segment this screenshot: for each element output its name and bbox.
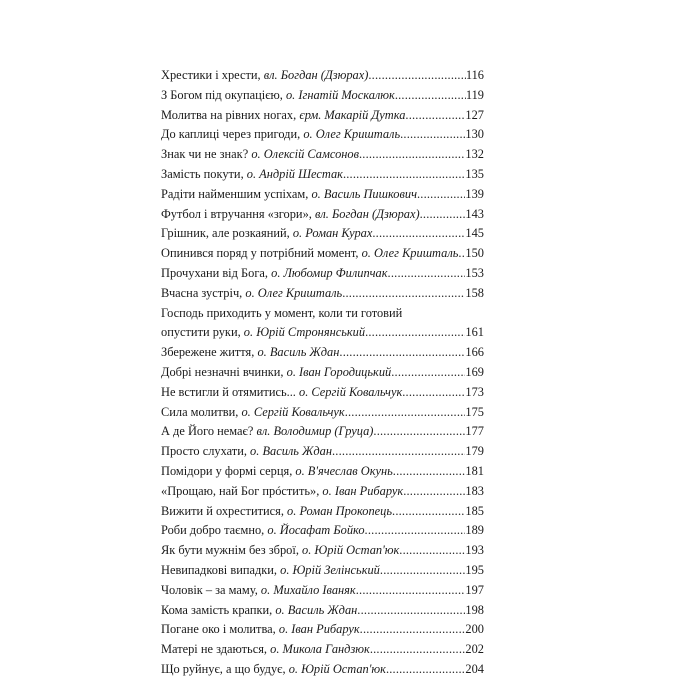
toc-entry-leader-dots bbox=[339, 343, 465, 363]
toc-entry-text bbox=[161, 106, 405, 126]
toc-entry-leader-dots bbox=[380, 561, 466, 581]
toc-entry bbox=[161, 66, 484, 86]
toc-entry-line bbox=[161, 323, 484, 343]
toc-entry-author: о. Олексій Самсонов bbox=[251, 147, 359, 162]
toc-entry-page-number: 198 bbox=[465, 602, 484, 617]
toc-entry-text bbox=[161, 403, 345, 423]
toc-entry bbox=[161, 304, 484, 344]
toc-entry bbox=[161, 502, 484, 522]
toc-entry bbox=[161, 561, 484, 581]
toc-entry-leader-dots bbox=[357, 601, 465, 621]
toc-entry-title: Не встигли й отямитись... bbox=[161, 384, 296, 399]
toc-entry-text bbox=[161, 343, 339, 363]
toc-entry-line bbox=[161, 145, 484, 165]
toc-entry-leader-dots bbox=[332, 442, 465, 462]
toc-entry-text bbox=[161, 224, 372, 244]
toc-entry-page-number: 181 bbox=[465, 463, 484, 478]
toc-entry-line bbox=[161, 185, 484, 205]
toc-entry-line bbox=[161, 86, 484, 106]
toc-entry-leader-dots bbox=[368, 66, 465, 86]
toc-entry bbox=[161, 660, 484, 680]
toc-entry-title: Прочухани від Бога, bbox=[161, 265, 269, 280]
toc-entry-title: Просто слухати, bbox=[161, 444, 247, 459]
toc-entry-title: опустити руки, bbox=[161, 325, 241, 340]
toc-entry-leader-dots bbox=[391, 363, 465, 383]
toc-entry-title: Роби добро таємно, bbox=[161, 523, 265, 538]
toc-entry-line bbox=[161, 502, 484, 522]
toc-entry-title: Хрестики і хрести, bbox=[161, 68, 261, 82]
toc-entry-line bbox=[161, 442, 484, 462]
toc-entry-title: Як бути мужнім без зброї, bbox=[161, 543, 299, 558]
toc-entry bbox=[161, 403, 484, 423]
toc-entry-text bbox=[161, 640, 370, 660]
toc-entry-text bbox=[161, 502, 392, 522]
toc-entry-page-number: 166 bbox=[465, 345, 484, 360]
toc-entry-author: о. Олег Кришталь bbox=[245, 285, 343, 300]
toc-entry-page-number: 139 bbox=[465, 186, 484, 201]
toc-entry-text bbox=[161, 620, 360, 640]
toc-entry-page-number: 169 bbox=[465, 364, 484, 379]
toc-entry-leader-dots bbox=[365, 323, 465, 343]
toc-entry-line bbox=[161, 284, 484, 304]
toc-entry-text bbox=[161, 165, 343, 185]
toc-entry-text bbox=[161, 323, 365, 343]
toc-entry-line bbox=[161, 462, 484, 482]
toc-entry-title: До каплиці через пригоди, bbox=[161, 127, 301, 142]
toc-entry-page-number: 193 bbox=[465, 543, 484, 558]
toc-entry-author: о. Йосафат Бойко bbox=[267, 523, 365, 538]
toc-entry-text bbox=[161, 383, 402, 403]
toc-entry-author: о. Юрій Остап'юк bbox=[288, 661, 386, 676]
toc-entry-leader-dots bbox=[393, 462, 466, 482]
toc-entry-line bbox=[161, 521, 484, 541]
toc-entry-page-number: 119 bbox=[465, 87, 484, 102]
toc-entry-author: о. Ігнатій Москалюк bbox=[285, 87, 395, 102]
toc-entry-title: Футбол і втручання «згори», bbox=[161, 206, 312, 221]
toc-entry-line bbox=[161, 343, 484, 363]
toc-entry-page-number: 145 bbox=[465, 226, 484, 241]
toc-entry-text bbox=[161, 442, 332, 462]
toc-entry-line bbox=[161, 125, 484, 145]
toc-entry-leader-dots bbox=[356, 581, 466, 601]
toc-entry-leader-dots bbox=[365, 521, 466, 541]
toc-entry-page-number: 135 bbox=[465, 166, 484, 181]
toc-entry-title: Кома замість крапки, bbox=[161, 602, 273, 617]
toc-entry-line bbox=[161, 561, 484, 581]
toc-entry-page-number: 130 bbox=[465, 127, 484, 142]
toc-entry bbox=[161, 581, 484, 601]
toc-entry-title: Добрі незначні вчинки, bbox=[161, 364, 284, 379]
toc-entry-page-number: 153 bbox=[465, 265, 484, 280]
toc-entry-leader-dots bbox=[392, 502, 465, 522]
toc-entry-title: Що руйнує, а що будує, bbox=[161, 661, 286, 676]
toc-entry-author: о. Олег Кришталь bbox=[361, 246, 459, 261]
toc-entry-page-number: 173 bbox=[465, 384, 484, 399]
toc-entry bbox=[161, 205, 484, 225]
toc-entry-text bbox=[161, 264, 388, 284]
toc-entry bbox=[161, 422, 484, 442]
toc-entry-line bbox=[161, 403, 484, 423]
toc-entry-line bbox=[161, 660, 484, 680]
toc-entry-text bbox=[161, 601, 357, 621]
toc-entry-author: вл. Богдан (Дзюрах) bbox=[314, 206, 420, 221]
toc-entry-title: З Богом під окупацією, bbox=[161, 87, 283, 102]
toc-entry-leader-dots bbox=[458, 244, 465, 264]
toc-entry-page-number: 197 bbox=[465, 582, 484, 597]
toc-entry bbox=[161, 185, 484, 205]
toc-entry-title: Матері не здаються, bbox=[161, 642, 268, 657]
toc-entry-author: о. Іван Рибарук bbox=[322, 483, 404, 498]
toc-entry-line bbox=[161, 601, 484, 621]
toc-entry-page-number: 127 bbox=[465, 107, 484, 122]
toc-entry-leader-dots bbox=[403, 482, 465, 502]
toc-entry-text bbox=[161, 205, 420, 225]
toc-entry-title: А де Його немає? bbox=[161, 424, 254, 439]
toc-entry-leader-dots bbox=[370, 640, 466, 660]
toc-entry-leader-dots bbox=[373, 422, 465, 442]
toc-entry-title: Вижити й охреститися, bbox=[161, 503, 284, 518]
toc-entry-title: Сила молитви, bbox=[161, 404, 239, 419]
toc-entry-page-number: 202 bbox=[465, 642, 484, 657]
toc-entry-leader-dots bbox=[400, 125, 465, 145]
toc-entry-leader-dots bbox=[395, 86, 466, 106]
toc-entry-title: «Прощаю, най Бог прóстить», bbox=[161, 483, 320, 498]
toc-entry-text bbox=[161, 541, 399, 561]
toc-entry bbox=[161, 125, 484, 145]
toc-entry-author: о. Василь Ждан bbox=[257, 345, 340, 360]
toc-entry-author: о. Юрій Зелінський bbox=[280, 562, 380, 577]
toc-entry-title: Погане око і молитва, bbox=[161, 622, 276, 637]
toc-entry bbox=[161, 145, 484, 165]
toc-entry-leader-dots bbox=[345, 403, 466, 423]
toc-entry-line bbox=[161, 482, 484, 502]
toc-entry-page-number: 132 bbox=[465, 147, 484, 162]
toc-entry-leader-dots bbox=[399, 541, 465, 561]
toc-entry bbox=[161, 106, 484, 126]
toc-entry-text bbox=[161, 660, 386, 680]
toc-entry bbox=[161, 541, 484, 561]
toc-entry-leader-dots bbox=[372, 224, 465, 244]
toc-entry-title: Вчасна зустріч, bbox=[161, 285, 243, 300]
toc-entry-author: о. Любомир Филипчак bbox=[271, 265, 388, 280]
toc-entry-page-number: 116 bbox=[465, 68, 484, 82]
toc-entry-text bbox=[161, 581, 356, 601]
toc-entry-text bbox=[161, 363, 391, 383]
toc-entry-line bbox=[161, 224, 484, 244]
toc-entry-page-number: 195 bbox=[465, 562, 484, 577]
toc-entry bbox=[161, 244, 484, 264]
toc-entry-leader-dots bbox=[388, 264, 466, 284]
toc-entry-author: вл. Богдан (Дзюрах) bbox=[263, 68, 369, 82]
toc-entry bbox=[161, 264, 484, 284]
toc-entry-author: о. Юрій Остап'юк bbox=[302, 543, 400, 558]
toc-entry-page-number: 158 bbox=[465, 285, 484, 300]
toc-entry-line bbox=[161, 244, 484, 264]
toc-entry bbox=[161, 284, 484, 304]
toc-entry-page-number: 185 bbox=[465, 503, 484, 518]
toc-entry-line bbox=[161, 383, 484, 403]
toc-entry-page-number: 183 bbox=[465, 483, 484, 498]
toc-entry bbox=[161, 640, 484, 660]
toc-entry-text bbox=[161, 521, 365, 541]
toc-entry-leader-dots bbox=[359, 145, 465, 165]
toc-entry-text bbox=[161, 561, 380, 581]
toc-entry-author: о. Андрій Шестак bbox=[246, 166, 343, 181]
toc-entry-author: о. Роман Курах bbox=[292, 226, 373, 241]
toc-entry-text bbox=[161, 482, 403, 502]
toc-entry-text bbox=[161, 66, 368, 86]
toc-entry-text bbox=[161, 125, 400, 145]
toc-entry-text bbox=[161, 422, 373, 442]
toc-entry-line bbox=[161, 66, 484, 86]
toc-entry bbox=[161, 165, 484, 185]
toc-entry-leader-dots bbox=[417, 185, 465, 205]
toc-entry-text bbox=[161, 462, 393, 482]
toc-entry-page-number: 200 bbox=[465, 622, 484, 637]
toc-entry-author: вл. Володимир (Груца) bbox=[256, 424, 374, 439]
toc-entry-text bbox=[161, 284, 342, 304]
toc-entry-title: Чоловік – за маму, bbox=[161, 582, 258, 597]
toc-entry bbox=[161, 521, 484, 541]
toc-entry-author: єрм. Макарій Дутка bbox=[299, 107, 406, 122]
toc-entry-line bbox=[161, 106, 484, 126]
toc-entry-title: Опинився поряд у потрібний момент, bbox=[161, 246, 359, 261]
toc-entry-title: Молитва на рівних ногах, bbox=[161, 107, 297, 122]
toc-entry-title: Замість покути, bbox=[161, 166, 244, 181]
toc-entry-page-number: 161 bbox=[465, 325, 484, 340]
toc-entry-author: о. Іван Городицький bbox=[286, 364, 392, 379]
table-of-contents bbox=[161, 66, 484, 680]
toc-entry-line bbox=[161, 165, 484, 185]
toc-entry-line bbox=[161, 422, 484, 442]
toc-entry-line bbox=[161, 640, 484, 660]
toc-entry-author: о. Сергій Ковальчук bbox=[299, 384, 403, 399]
toc-entry-page-number: 179 bbox=[465, 444, 484, 459]
toc-entry-author: о. Василь Пишкович bbox=[311, 186, 417, 201]
toc-entry bbox=[161, 343, 484, 363]
toc-entry-leader-dots bbox=[420, 205, 466, 225]
toc-entry-leader-dots bbox=[386, 660, 465, 680]
toc-entry-author: о. В'ячеслав Окунь bbox=[295, 463, 393, 478]
toc-entry bbox=[161, 482, 484, 502]
toc-entry-author: о. Іван Рибарук bbox=[278, 622, 360, 637]
toc-entry bbox=[161, 383, 484, 403]
toc-entry bbox=[161, 601, 484, 621]
toc-entry-author: о. Олег Кришталь bbox=[303, 127, 401, 142]
toc-entry-page-number: 204 bbox=[465, 661, 484, 676]
toc-entry bbox=[161, 224, 484, 244]
toc-entry-text bbox=[161, 145, 359, 165]
toc-entry-line bbox=[161, 205, 484, 225]
toc-entry-author: о. Василь Ждан bbox=[275, 602, 358, 617]
toc-entry-author: о. Михайло Іваняк bbox=[260, 582, 356, 597]
toc-entry-leader-dots bbox=[360, 620, 466, 640]
toc-entry-page-number: 150 bbox=[465, 246, 484, 261]
toc-entry-page-number: 177 bbox=[465, 424, 484, 439]
toc-entry-title: Грішник, але розкаяний, bbox=[161, 226, 290, 241]
toc-entry-title-line: Господь приходить у момент, коли ти готовий bbox=[161, 305, 403, 320]
toc-entry-author: о. Роман Прокопець bbox=[287, 503, 393, 518]
toc-entry-leader-dots bbox=[402, 383, 465, 403]
toc-entry-leader-dots bbox=[342, 284, 465, 304]
toc-entry-line bbox=[161, 264, 484, 284]
toc-entry-line bbox=[161, 581, 484, 601]
toc-entry-author: о. Юрій Стронянський bbox=[243, 325, 366, 340]
toc-entry-title: Радіти найменшим успіхам, bbox=[161, 186, 309, 201]
toc-entry-author: о. Микола Гандзюк bbox=[270, 642, 370, 657]
toc-entry-title: Збережене життя, bbox=[161, 345, 255, 360]
toc-entry bbox=[161, 462, 484, 482]
toc-entry-author: о. Сергій Ковальчук bbox=[241, 404, 345, 419]
toc-entry-text bbox=[161, 185, 417, 205]
toc-entry-leader-dots bbox=[405, 106, 465, 126]
toc-entry-title: Помідори у формі серця, bbox=[161, 463, 293, 478]
toc-entry-author: о. Василь Ждан bbox=[250, 444, 332, 459]
toc-entry bbox=[161, 620, 484, 640]
toc-entry-line bbox=[161, 620, 484, 640]
toc-entry bbox=[161, 363, 484, 383]
toc-entry-page-number: 175 bbox=[465, 404, 484, 419]
toc-entry-text bbox=[161, 86, 395, 106]
toc-entry-title: Знак чи не знак? bbox=[161, 147, 249, 162]
toc-entry-page-number: 189 bbox=[465, 523, 484, 538]
toc-entry-title: Невипадкові випадки, bbox=[161, 562, 278, 577]
toc-entry-text bbox=[161, 244, 458, 264]
toc-entry-line bbox=[161, 363, 484, 383]
toc-entry-line bbox=[161, 541, 484, 561]
toc-entry-page-number: 143 bbox=[465, 206, 484, 221]
toc-entry bbox=[161, 442, 484, 462]
toc-entry bbox=[161, 86, 484, 106]
toc-entry-leader-dots bbox=[343, 165, 465, 185]
